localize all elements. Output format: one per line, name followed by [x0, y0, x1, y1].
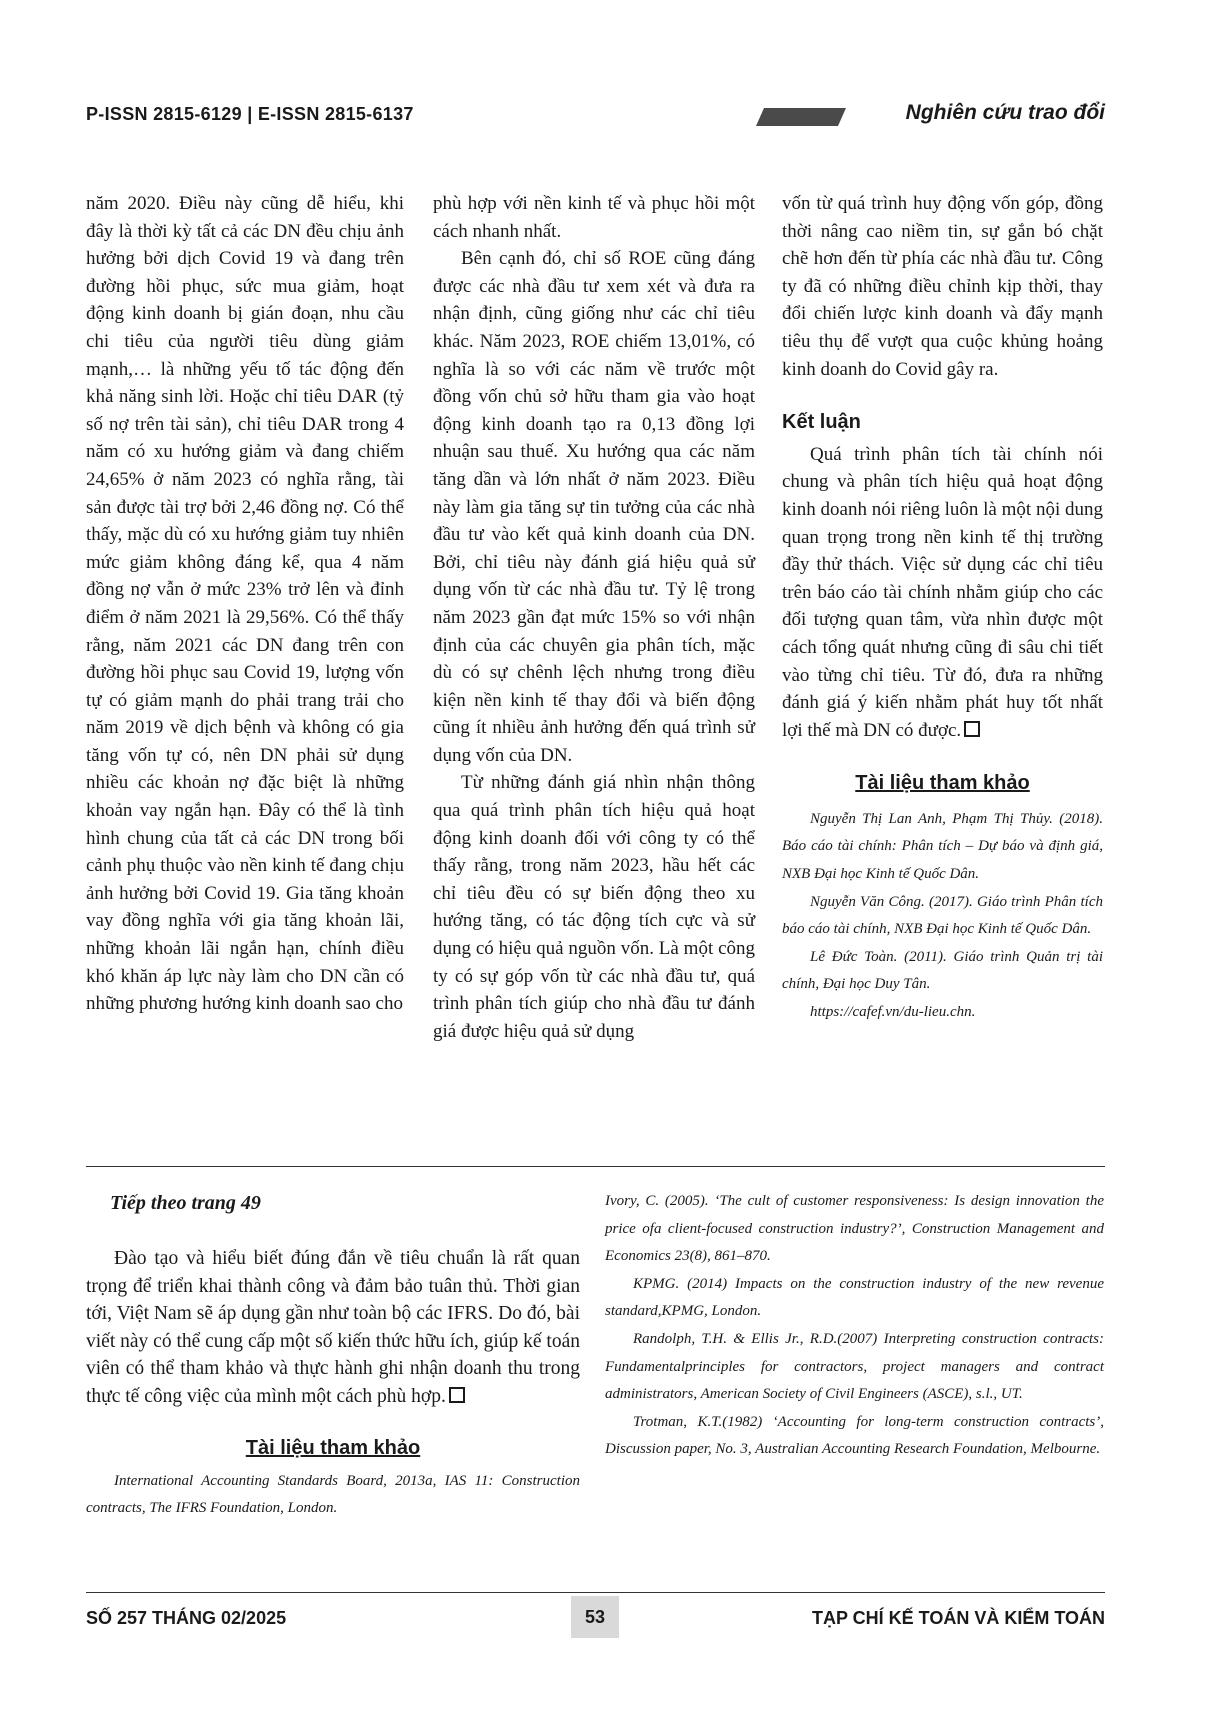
page-footer: [86, 1592, 1105, 1642]
reference-item: Nguyễn Thị Lan Anh, Phạm Thị Thủy. (2018). Báo cáo tài chính: Phân tích – Dự báo và định giá, NXB Đại học Kinh tế Quốc Dân.: [782, 810, 1103, 883]
reference-item: International Accounting Standards Board, 2013a, IAS 11: Construction contracts, The IFRS Foundation, London.: [86, 1472, 580, 1517]
reference-item: Ivory, C. (2005). ‘The cult of customer responsiveness: Is design innovation the price ofa client-focused construction industry?’, Construction Management and Economics 23(8), 861–870.: [605, 1193, 1104, 1265]
reference-item: Nguyễn Văn Công. (2017). Giáo trình Phân tích báo cáo tài chính, NXB Đại học Kinh tế Quốc Dân.: [782, 893, 1103, 938]
article-column-3: [782, 190, 1103, 1027]
continued-from-label: Tiếp theo trang 49: [110, 1192, 261, 1214]
references-heading: Tài liệu tham khảo: [855, 772, 1030, 795]
paragraph: năm 2020. Điều này cũng dễ hiểu, khi đây là thời kỳ tất cả các DN đều chịu ảnh hưởng bởi dịch Covid 19 và đang trên đường hồi phục, sức mua giảm, hoạt động kinh doanh bị gián đoạn, nhu cầu chi tiêu của người tiêu dùng giảm mạnh,… là những yếu tố tác động đến khả năng sinh lời. Hoặc chỉ tiêu DAR (tỷ số nợ trên tài sản), chỉ tiêu DAR trong 4 năm có xu hướng giảm và đang chiếm 24,65% ở năm 2023 có nghĩa rằng, tài sản được tài trợ bởi 2,46 đồng nợ. Có thể thấy, mặc dù có xu hướng giảm tuy nhiên mức giảm không đáng kể, qua 4 năm đồng nợ vẫn ở mức 23% trở lên và đỉnh điểm ở năm 2021 là 29,56%. Có thể thấy rằng, năm 2021 các DN đang trên con đường hồi phục sau Covid 19, lượng vốn tự có giảm mạnh do phải trang trải cho năm 2019 về dịch bệnh và không có gia tăng vốn tự có, nên DN phải sử dụng nhiều các khoản nợ đặc biệt là những khoản vay ngắn hạn. Đây có thể là tình hình chung của tất cả các DN trong bối cảnh phụ thuộc vào nền kinh tế đang chịu ảnh hưởng bởi Covid 19. Gia tăng khoản vay đồng nghĩa với gia tăng khoản lãi, những khoản lãi ngắn hạn, chính điều khó khăn áp lực này làm cho DN cần có những phương hướng kinh doanh sao cho: [86, 193, 404, 1015]
end-mark-icon: [449, 1387, 465, 1403]
section-label: Nghiên cứu trao đổi: [905, 101, 1105, 124]
continued-text: Đào tạo và hiểu biết đúng đắn về tiêu chuẩn là rất quan trọng để triển khai thành công và đảm bảo tuân thủ. Thời gian tới, Việt Nam sẽ áp dụng gần như toàn bộ các IFRS. Do đó, bài viết này có thể cung cấp một số kiến thức hữu ích, giúp kế toán viên có thể tham khảo và thực hành ghi nhận doanh thu trong thực tế công việc của mình một cách phù hợp.: [86, 1248, 580, 1407]
reference-item: Randolph, T.H. & Ellis Jr., R.D.(2007) Interpreting construction contracts: Fundamentalprinciples for contractors, project managers and contract administrators, American Society of Civil Engineers (ASCE), s.l., UT.: [605, 1330, 1104, 1403]
section-divider: [86, 1166, 1105, 1167]
header-decorative-bar: [756, 108, 846, 126]
journal-name: TẠP CHÍ KẾ TOÁN VÀ KIỂM TOÁN: [811, 1608, 1105, 1628]
paragraph: phù hợp với nền kinh tế và phục hồi một cách nhanh nhất.: [433, 193, 755, 242]
page-header: [86, 96, 1105, 136]
article-column-2: [433, 190, 755, 1045]
end-mark-icon: [964, 721, 980, 737]
references-heading: Tài liệu tham khảo: [245, 1436, 421, 1459]
paragraph: Từ những đánh giá nhìn nhận thông qua quá trình phân tích hiệu quả hoạt động kinh doanh đối với công ty có thể thấy rằng, trong năm 2023, hầu hết các chỉ tiêu đều có sự biến động theo xu hướng tăng, có tác động tích cực và sử dụng có hiệu quả nguồn vốn. Là một công ty có sự góp vốn từ các nhà đầu tư, quá trình phân tích giúp cho nhà đầu tư đánh giá được hiệu quả sử dụng: [433, 772, 755, 1042]
conclusion-text: Quá trình phân tích tài chính nói chung và phân tích hiệu quả hoạt động kinh doanh nói riêng luôn là một nội dung quan trọng trong nền kinh tế thị trường đầy thử thách. Việc sử dụng các chỉ tiêu trên báo cáo tài chính nhằm giúp cho các đối tượng quan tâm, vừa nhìn được một cách tổng quát nhưng cũng đi sâu chi tiết vào từng chỉ tiêu. Từ đó, đưa ra những đánh giá ý kiến nhằm phát huy tốt nhất lợi thế mà DN có được.: [782, 443, 1103, 741]
paragraph: [782, 441, 1103, 745]
reference-item: Lê Đức Toàn. (2011). Giáo trình Quản trị tài chính, Đại học Duy Tân.: [782, 948, 1103, 993]
reference-item: Trotman, K.T.(1982) ‘Accounting for long-term construction contracts’, Discussion paper, No. 3, Australian Accounting Research Foundation, Melbourne.: [605, 1413, 1104, 1458]
issue-label: SỐ 257 THÁNG 02/2025: [86, 1608, 287, 1628]
article-column-1: [86, 190, 404, 1018]
continued-article: [86, 1188, 580, 1523]
issn-label: P-ISSN 2815-6129 | E-ISSN 2815-6137: [86, 104, 414, 124]
reference-link[interactable]: https://cafef.vn/du-lieu.chn.: [810, 1004, 976, 1021]
paragraph: vốn từ quá trình huy động vốn góp, đồng thời nâng cao niềm tin, sự gắn bó chặt chẽ hơn đến từ phía các nhà đầu tư. Công ty đã có những điều chỉnh kịp thời, thay đổi chiến lược kinh doanh và đẩy mạnh tiêu thụ để vượt qua cuộc khủng hoảng kinh doanh do Covid gây ra.: [782, 193, 1103, 380]
conclusion-heading: Kết luận: [782, 411, 861, 434]
paragraph: Bên cạnh đó, chỉ số ROE cũng đáng được các nhà đầu tư xem xét và đưa ra nhận định, cũng giống như các chỉ tiêu khác. Năm 2023, ROE chiếm 13,01%, có nghĩa là so với các năm về trước một đồng vốn chủ sở hữu tham gia vào hoạt động kinh doanh tạo ra 0,13 đồng lợi nhuận sau thuế. Xu hướng qua các năm tăng dần và lớn nhất ở năm 2023. Điều này làm gia tăng sự tin tưởng của các nhà đầu tư vào kết quả kinh doanh của DN. Bởi, chỉ tiêu này đánh giá hiệu quả sử dụng vốn từ các nhà đầu tư. Tỷ lệ trong năm 2023 gần đạt mức 15% so với nhận định của các chuyên gia phân tích, mặc dù có sự chênh lệch nhưng trong điều kiện nền kinh tế thay đổi và biến động cũng ít nhiều ảnh hưởng đến quá trình sử dụng vốn của DN.: [433, 248, 755, 766]
paragraph: [86, 1245, 580, 1411]
continued-references: [605, 1188, 1104, 1464]
page-number: 53: [571, 1596, 619, 1638]
reference-item: KPMG. (2014) Impacts on the construction industry of the new revenue standard,KPMG, London.: [605, 1275, 1104, 1320]
